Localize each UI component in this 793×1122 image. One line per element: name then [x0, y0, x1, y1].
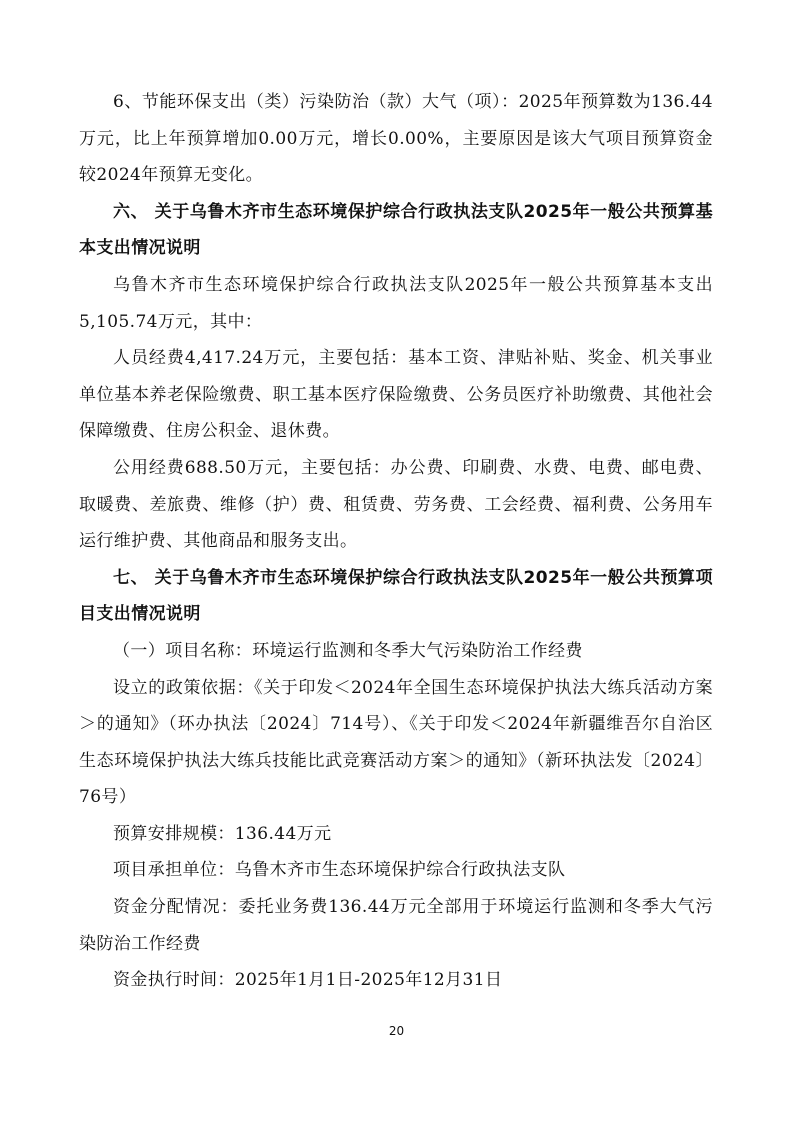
section-heading-basic-expenditure: 六、 关于乌鲁木齐市生态环境保护综合行政执法支队2025年一般公共预算基本支出情况说明 [79, 201, 713, 259]
paragraph-energy-saving-air: 6、节能环保支出（类）污染防治（款）大气（项）：2025年预算数为136.44万元，比上年预算增加0.00万元，增长0.00%，主要原因是该大气项目预算资金较2024年预算无变化。 [79, 92, 713, 186]
paragraph-execution-time: 资金执行时间：2025年1月1日-2025年12月31日 [113, 970, 503, 991]
page-content [79, 84, 713, 999]
paragraph-public-expenses: 公用经费688.50万元，主要包括：办公费、印刷费、水费、电费、邮电费、取暖费、差旅费、维修（护）费、租赁费、劳务费、工会经费、福利费、公务用车运行维护费、其他商品和服务支出。 [79, 457, 713, 552]
paragraph-project-unit: 项目承担单位：乌鲁木齐市生态环境保护综合行政执法支队 [113, 860, 566, 881]
paragraph-fund-allocation: 资金分配情况：委托业务费136.44万元全部用于环境运行监测和冬季大气污染防治工作经费 [79, 897, 713, 954]
paragraph-policy-basis: 设立的政策依据：《关于印发＜2024年全国生态环境保护执法大练兵活动方案＞的通知》（环办执法〔2024〕714号）、《关于印发＜2024年新疆维吾尔自治区生态环境保护执法大练兵技能比武竞赛活动方案＞的通知》（新环执法发〔2024〕76号） [79, 677, 713, 808]
section-heading-project-expenditure: 七、 关于乌鲁木齐市生态环境保护综合行政执法支队2025年一般公共预算项目支出情况说明 [79, 567, 713, 625]
paragraph-budget-scale: 预算安排规模：136.44万元 [113, 823, 332, 844]
paragraph-personnel-expenses: 人员经费4,417.24万元，主要包括：基本工资、津贴补贴、奖金、机关事业单位基本养老保险缴费、职工基本医疗保险缴费、公务员医疗补助缴费、其他社会保障缴费、住房公积金、退休费。 [79, 348, 713, 442]
page-number: 20 [388, 1024, 405, 1038]
paragraph-basic-expenditure-total: 乌鲁木齐市生态环境保护综合行政执法支队2025年一般公共预算基本支出5,105.74万元，其中： [79, 274, 713, 332]
paragraph-project-name: （一）项目名称：环境运行监测和冬季大气污染防治工作经费 [113, 640, 583, 661]
